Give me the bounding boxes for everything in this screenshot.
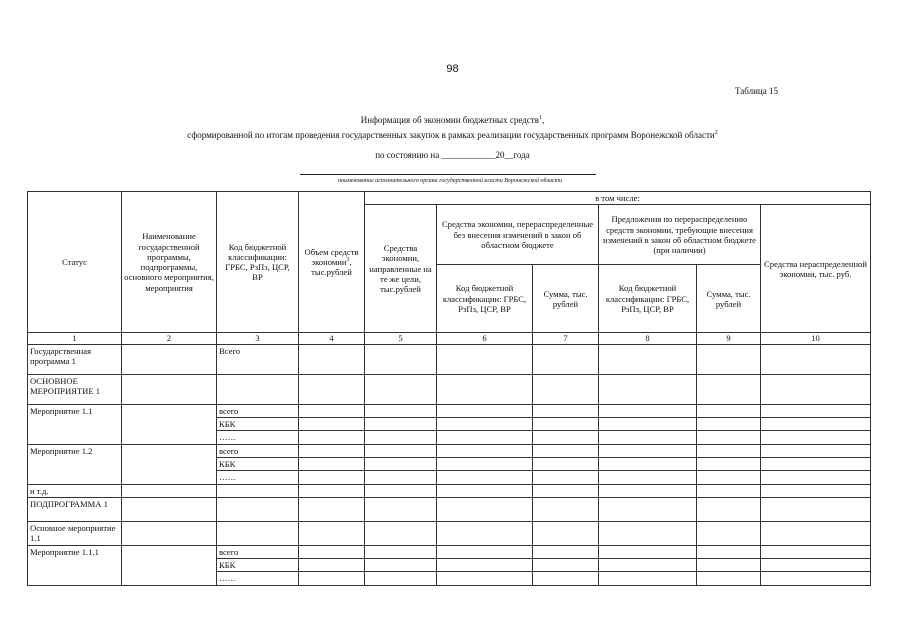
column-number: 10 bbox=[761, 333, 871, 344]
header-code-redistributed: Код бюджетной классификации: ГРБС, РзПз, ЦСР, ВР bbox=[437, 265, 533, 333]
column-number: 6 bbox=[437, 333, 533, 344]
row-code: …… bbox=[217, 431, 299, 444]
row-code: …… bbox=[217, 471, 299, 484]
row-status: Основное мероприятие 1.1 bbox=[28, 521, 122, 545]
row-code: …… bbox=[217, 572, 299, 585]
row-code: всего bbox=[217, 404, 299, 417]
page-number: 98 bbox=[446, 63, 459, 75]
row-status: Мероприятие 1.1 bbox=[28, 404, 122, 444]
column-number: 5 bbox=[365, 333, 437, 344]
row-code: всего bbox=[217, 545, 299, 558]
table-row bbox=[28, 404, 871, 417]
column-number: 8 bbox=[599, 333, 697, 344]
table-row bbox=[28, 545, 871, 558]
header-code: Код бюджетной классификации: ГРБС, РзПз, ЦСР, ВР bbox=[217, 192, 299, 333]
row-status: Мероприятие 1.2 bbox=[28, 444, 122, 484]
row-code: КБК bbox=[217, 457, 299, 470]
row-code: КБК bbox=[217, 417, 299, 430]
row-code: всего bbox=[217, 444, 299, 457]
table-number: Таблица 15 bbox=[735, 86, 778, 96]
row-code: Всего bbox=[217, 344, 299, 374]
row-status: ПОДПРОГРАММА 1 bbox=[28, 497, 122, 521]
org-name-line bbox=[300, 174, 596, 175]
as-of-date: по состоянию на ____________20__года bbox=[375, 150, 530, 160]
row-status: ОСНОВНОЕ МЕРОПРИЯТИЕ 1 bbox=[28, 374, 122, 404]
org-name-caption: наименование исполнительного органа государственной власти Воронежской области bbox=[337, 178, 563, 184]
economy-table bbox=[27, 191, 871, 586]
column-number: 4 bbox=[299, 333, 365, 344]
header-sum-redistributed: Сумма, тыс. рублей bbox=[533, 265, 599, 333]
header-unallocated: Средства нераспределенной экономии, тыс. руб. bbox=[761, 205, 871, 333]
header-volume: Объем средств экономии$^3$, тыс.рублей bbox=[299, 192, 365, 333]
row-status: и т.д. bbox=[28, 484, 122, 497]
table-row bbox=[28, 497, 871, 521]
document-title-line1: Информация об экономии бюджетных средств$^1$, bbox=[360, 115, 545, 125]
table-row bbox=[28, 521, 871, 545]
header-code-proposals: Код бюджетной классификации: ГРБС, РзПз, ЦСР, ВР bbox=[599, 265, 697, 333]
row-status: Государственная программа 1 bbox=[28, 344, 122, 374]
header-name: Наименование государственной программы, подпрограммы, основного мероприятия, мероприятия bbox=[122, 192, 217, 333]
header-redistributed: Средства экономии, перераспределенные без внесения изменений в закон об областном бюджете bbox=[437, 205, 599, 265]
column-number: 3 bbox=[217, 333, 299, 344]
column-number: 1 bbox=[28, 333, 122, 344]
row-code: КБК bbox=[217, 559, 299, 572]
column-number: 7 bbox=[533, 333, 599, 344]
header-status: Статус bbox=[28, 192, 122, 333]
column-number: 2 bbox=[122, 333, 217, 344]
table-row bbox=[28, 374, 871, 404]
column-number: 9 bbox=[697, 333, 761, 344]
header-sum-proposals: Сумма, тыс. рублей bbox=[697, 265, 761, 333]
document-title-line2: сформированной по итогам проведения государственных закупок в рамках реализации государственных программ Воронежской области$^2$ bbox=[187, 130, 718, 140]
row-status: Мероприятие 1.1.1 bbox=[28, 545, 122, 585]
table-row bbox=[28, 344, 871, 374]
header-in-that-number: в том числе: bbox=[365, 192, 871, 205]
header-proposals: Предложения по перераспределению средств экономии, требующие внесения изменений в закон об областном бюджете (при наличии) bbox=[599, 205, 761, 265]
header-directed: Средства экономии, направленные на те же цели, тыс.рублей bbox=[365, 205, 437, 333]
table-row bbox=[28, 484, 871, 497]
table-row bbox=[28, 444, 871, 457]
